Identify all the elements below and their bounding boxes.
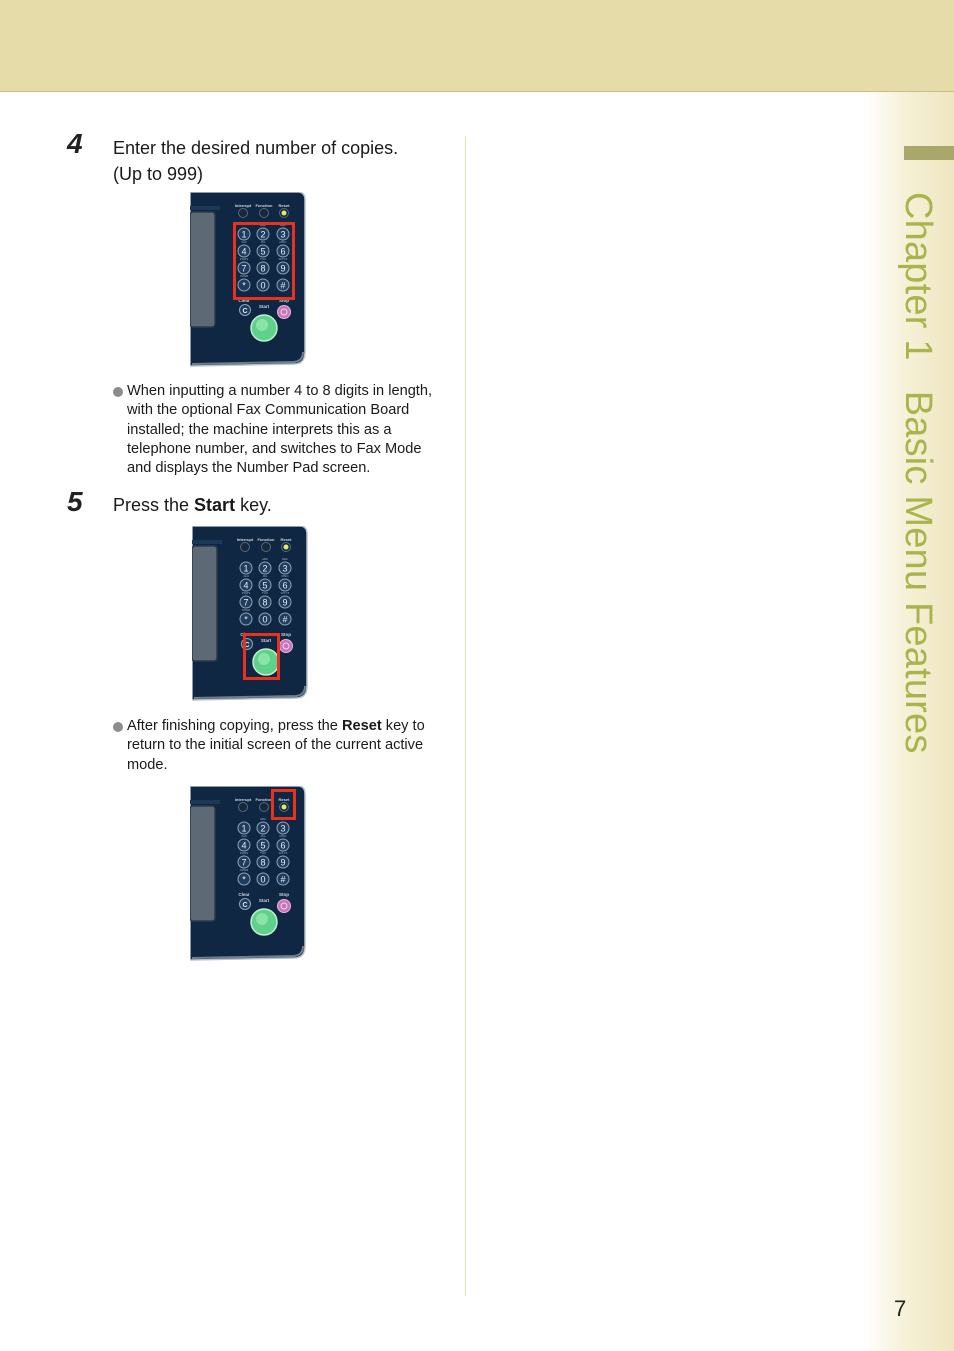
top-key	[239, 209, 248, 218]
column-divider	[465, 136, 466, 1296]
bullet-dot	[113, 387, 123, 397]
keypad-digit: 9	[280, 263, 286, 274]
keypad-digit: 8	[260, 263, 266, 274]
stop-key	[278, 900, 291, 913]
keypad-digit: 4	[243, 580, 249, 591]
clear-key-glyph: C	[242, 902, 248, 909]
keypad-digit: 3	[280, 823, 286, 834]
keypad-digit: 2	[262, 563, 268, 574]
keypad-digit: 7	[241, 857, 247, 868]
reset-key-name: Reset	[341, 718, 382, 734]
chapter-number: Chapter 1	[897, 192, 939, 361]
step-4-number: 4	[67, 128, 83, 159]
keypad-letters: WXYZ	[278, 851, 288, 855]
keypad-letters: DEF	[280, 817, 286, 821]
keypad-letters: GHI	[243, 574, 249, 578]
step-5-note-prefix: After finishing copying, press the	[127, 718, 342, 734]
stop-key	[280, 640, 293, 653]
step-4-text	[113, 135, 398, 187]
stop-label: Stop	[279, 298, 289, 303]
top-key-label: Interrupt	[234, 203, 252, 208]
keypad-digit: 1	[241, 823, 247, 834]
keypad-digit: 3	[282, 563, 288, 574]
top-key	[239, 803, 248, 812]
stop-key	[278, 306, 291, 319]
step-5-text	[113, 492, 272, 518]
keypad-digit: 6	[280, 246, 286, 257]
keypad-letters: GHI	[241, 834, 247, 838]
keypad-digit: 2	[260, 823, 266, 834]
keypad-letters: WXYZ	[278, 257, 288, 261]
keypad-digit: 7	[243, 597, 249, 608]
chapter-label	[896, 192, 939, 754]
top-key-label: Function	[255, 797, 273, 802]
keypad-digit: 5	[262, 580, 268, 591]
display-screen	[192, 546, 217, 661]
top-key-label: Function	[257, 537, 275, 542]
step-5-suffix: key.	[235, 495, 272, 515]
keypad-digit: 8	[262, 597, 268, 608]
keypad-letters: ABC	[261, 557, 269, 561]
top-key-label: Reset	[278, 797, 290, 802]
top-key-label: Function	[255, 203, 273, 208]
step-5-number: 5	[67, 486, 83, 517]
keypad-letters: TUV	[262, 591, 268, 595]
keypad-digit: #	[282, 614, 288, 625]
keypad-letters: WXYZ	[280, 591, 290, 595]
keypad-digit: 1	[243, 563, 249, 574]
keypad-digit: 4	[241, 246, 247, 257]
keypad-letters: OPER	[239, 868, 249, 872]
keypad-digit: 0	[260, 280, 266, 291]
step-4-note-text: When inputting a number 4 to 8 digits in length, with the optional Fax Communication Board installed; the machine interprets this as a telephone number, and switches to Fax Mode and displays the Number Pad screen.	[127, 383, 433, 477]
start-label: Start	[258, 898, 270, 903]
start-key-shine	[256, 913, 268, 925]
keypad-letters: ABC	[259, 817, 267, 821]
keypad-digit: 2	[260, 229, 266, 240]
keypad-highlight	[233, 222, 295, 300]
keypad-letters: TUV	[260, 851, 266, 855]
keypad-digit: 3	[280, 229, 286, 240]
clear-label: Clear	[238, 892, 250, 897]
step-4-line-2: (Up to 999)	[113, 164, 204, 184]
display-bezel	[192, 540, 222, 544]
keypad-letters: TUV	[260, 257, 266, 261]
chapter-title: Basic Menu Features	[897, 390, 939, 754]
keypad-digit: #	[280, 280, 286, 291]
keypad-letters: MNO	[279, 240, 287, 244]
reset-key-led	[282, 211, 287, 216]
clear-label: Clear	[240, 632, 252, 637]
display-screen	[190, 806, 215, 921]
keypad-letters: PQRS	[241, 591, 251, 595]
keypad-letters: PQRS	[239, 257, 249, 261]
keypad-letters: JKL	[260, 240, 266, 244]
stop-label: Stop	[281, 632, 291, 637]
keypad-digit: 7	[241, 263, 247, 274]
clear-key-glyph: C	[242, 308, 248, 315]
keypad-digit: *	[244, 614, 248, 625]
page-number: 7	[894, 1296, 907, 1321]
top-key-label: Reset	[280, 537, 292, 542]
keypad-digit: 5	[260, 246, 266, 257]
top-key-label: Interrupt	[236, 537, 254, 542]
display-screen	[190, 212, 215, 327]
keypad-digit: 6	[282, 580, 288, 591]
start-label: Start	[258, 304, 270, 309]
keypad-digit: 4	[241, 840, 247, 851]
keypad-digit: *	[242, 280, 246, 291]
step-5-note-suffix: key to return to the initial screen of the current active mode.	[127, 718, 425, 773]
top-key	[260, 209, 269, 218]
step-5-note-text	[113, 717, 443, 775]
keypad-letters: JKL	[260, 834, 266, 838]
clear-key-glyph: C	[244, 642, 250, 649]
keypad-letters: DEF	[282, 557, 288, 561]
keypad-digit: *	[242, 874, 246, 885]
keypad-letters: DEF	[280, 223, 286, 227]
keypad-letters: JKL	[262, 574, 268, 578]
keypad-digit: 0	[262, 614, 268, 625]
keypad-digit: #	[280, 874, 286, 885]
stop-label: Stop	[279, 892, 289, 897]
display-bezel	[190, 800, 220, 804]
step-5-prefix: Press the	[113, 495, 195, 515]
keypad-digit: 1	[241, 229, 247, 240]
keypad-letters: GHI	[241, 240, 247, 244]
keypad-letters: MNO	[281, 574, 289, 578]
start-key-highlight	[243, 633, 280, 680]
reset-key-highlight	[271, 789, 296, 820]
keypad-digit: 5	[260, 840, 266, 851]
start-label: Start	[260, 638, 272, 643]
top-key	[260, 803, 269, 812]
keypad-letters: MNO	[279, 834, 287, 838]
keypad-letters: PQRS	[239, 851, 249, 855]
start-key-shine	[256, 319, 268, 331]
header-band	[0, 0, 954, 92]
top-key	[241, 543, 250, 552]
keypad-digit: 9	[280, 857, 286, 868]
display-bezel	[190, 206, 220, 210]
step-4-note	[113, 382, 443, 478]
keypad-letters: OPER	[241, 608, 251, 612]
clear-label: Clear	[238, 298, 250, 303]
keypad-letters: ABC	[259, 223, 267, 227]
top-key	[262, 543, 271, 552]
top-key-label: Reset	[278, 203, 290, 208]
step-4-line-1: Enter the desired number of copies.	[113, 138, 399, 158]
bullet-dot	[113, 722, 123, 732]
start-key-name: Start	[194, 495, 236, 515]
step-5-note	[113, 717, 443, 775]
keypad-digit: 8	[260, 857, 266, 868]
top-key-label: Interrupt	[234, 797, 252, 802]
keypad-letters: OPER	[239, 274, 249, 278]
keypad-digit: 9	[282, 597, 288, 608]
chapter-tab-marker	[904, 146, 954, 160]
keypad-digit: 0	[260, 874, 266, 885]
keypad-digit: 6	[280, 840, 286, 851]
reset-key-led	[284, 545, 289, 550]
